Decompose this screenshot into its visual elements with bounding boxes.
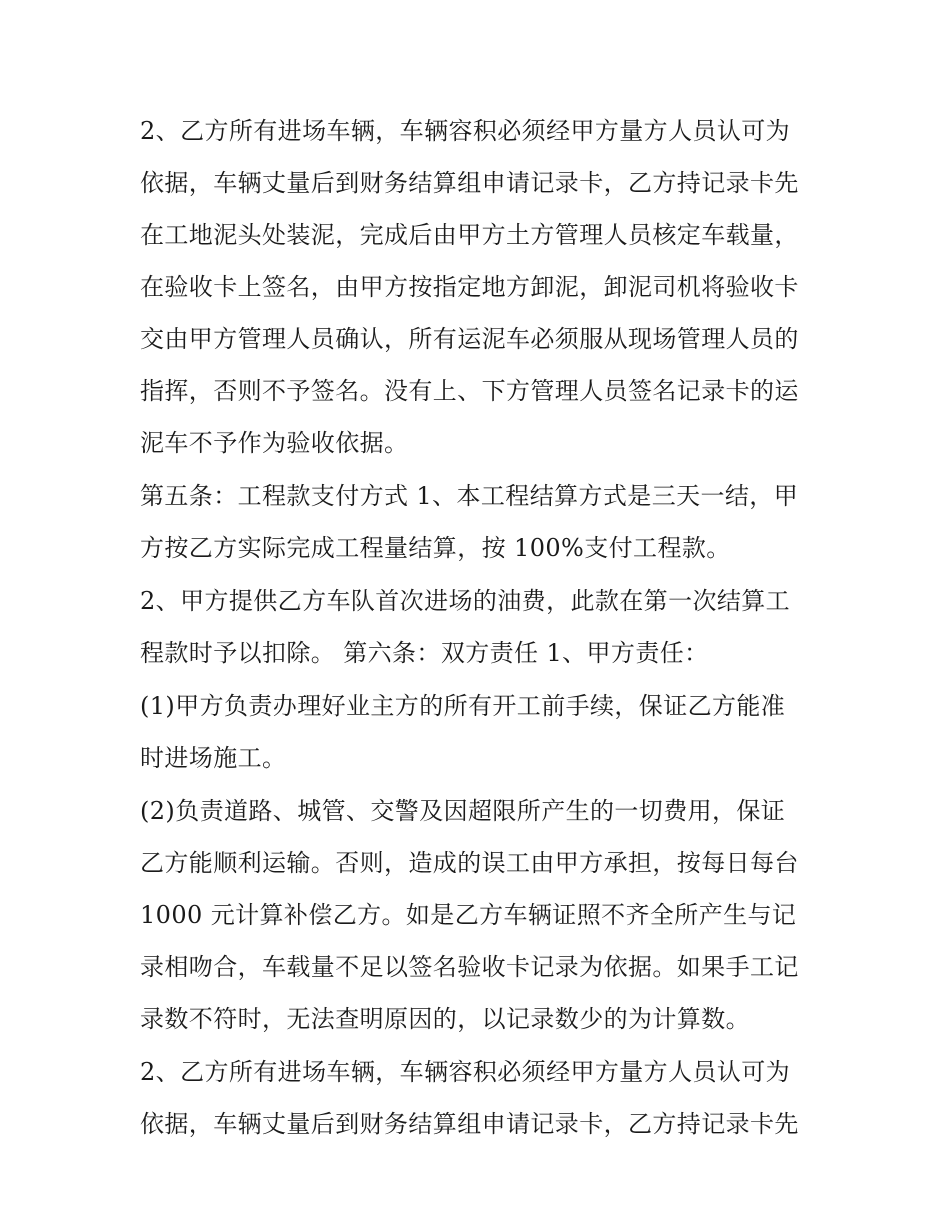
- paragraph-fuel-cost-article-6: 2、甲方提供乙方车队首次进场的油费，此款在第一次结算工 程款时予以扣除。 第六条：双方责任 1、甲方责任：: [140, 587, 791, 667]
- paragraph-vehicle-volume: 2、乙方所有进场车辆，车辆容积必须经甲方量方人员认可为 依据，车辆丈量后到财务结算组申请记录卡，乙方持记录卡先 在工地泥头处装泥，完成后由甲方土方管理人员核定车载量， 在验收卡上签名，由甲方按指定地方卸泥，卸泥司机将验收卡 交由甲方管理人员确认，所有运泥车必须服从现场管理人员的 指挥，否则不予签名。没有上、下方管理人员签名记录卡的运 泥车不予作为验收依据。: [140, 117, 799, 457]
- paragraph-vehicle-volume-repeat: 2、乙方所有进场车辆，车辆容积必须经甲方量方人员认可为 依据，车辆丈量后到财务结算组申请记录卡，乙方持记录卡先: [140, 1058, 799, 1138]
- paragraph-party-a-duty-2: (2)负责道路、城管、交警及因超限所产生的一切费用，保证 乙方能顺利运输。否则，造成的误工由甲方承担，按每日每台 1000 元计算补偿乙方。如是乙方车辆证照不齐全所产生与记 录相吻合，车载量不足以签名验收卡记录为依据。如果手工记 录数不符时，无法查明原因的，以记录数少的为计算数。: [140, 797, 799, 1033]
- document-body: [140, 105, 820, 1151]
- paragraph-article-5-payment: 第五条：工程款支付方式 1、本工程结算方式是三天一结，甲 方按乙方实际完成工程量结算，按 100%支付工程款。: [140, 482, 799, 562]
- paragraph-party-a-duty-1: (1)甲方负责办理好业主方的所有开工前手续，保证乙方能准 时进场施工。: [140, 692, 786, 772]
